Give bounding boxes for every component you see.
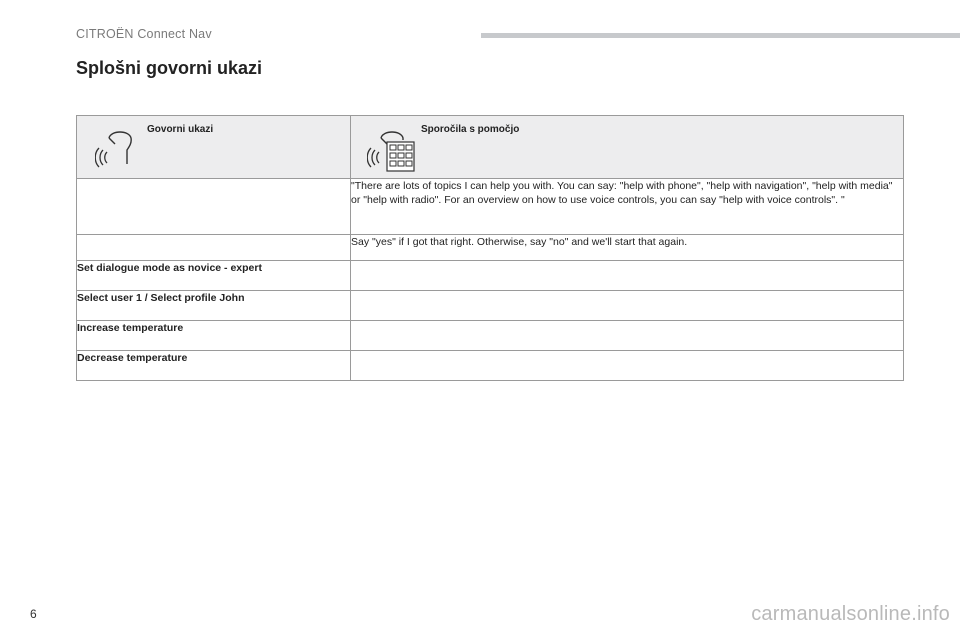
table-row — [77, 235, 904, 261]
table-header-row — [77, 116, 904, 179]
help-message-cell — [351, 291, 904, 321]
table-row — [77, 261, 904, 291]
help-message-cell — [351, 321, 904, 351]
help-message-cell — [351, 261, 904, 291]
voice-command-icon — [95, 126, 137, 168]
command-cell: Select user 1 / Select profile John — [77, 291, 351, 321]
command-cell: Set dialogue mode as novice - expert — [77, 261, 351, 291]
voice-commands-table — [76, 115, 904, 381]
page-title: Splošni govorni ukazi — [76, 58, 263, 78]
page-number: 6 — [30, 607, 37, 621]
command-cell — [77, 235, 351, 261]
help-message-cell — [351, 351, 904, 381]
watermark: carmanualsonline.info — [751, 603, 950, 625]
table-row — [77, 291, 904, 321]
header-commands — [77, 116, 351, 179]
help-message-cell: "There are lots of topics I can help you with. You can say: "help with phone", "help with navigation", "help with media" or "help with radio". For an overview on how to use voice controls, you can say "help with voice controls". " — [351, 179, 904, 235]
header-commands-label: Govorni ukazi — [147, 124, 214, 135]
help-message-cell: Say "yes" if I got that right. Otherwise, say "no" and we'll start that again. — [351, 235, 904, 261]
header-rule — [481, 33, 960, 38]
header-help-messages — [351, 116, 904, 179]
command-cell: Decrease temperature — [77, 351, 351, 381]
header-help-messages-label: Sporočila s pomočjo — [421, 124, 520, 135]
brand-label: CITROËN Connect Nav — [76, 27, 212, 41]
table-row — [77, 179, 904, 235]
table-row — [77, 351, 904, 381]
voice-help-keypad-icon — [367, 126, 415, 172]
table-row — [77, 321, 904, 351]
command-cell — [77, 179, 351, 235]
command-cell: Increase temperature — [77, 321, 351, 351]
